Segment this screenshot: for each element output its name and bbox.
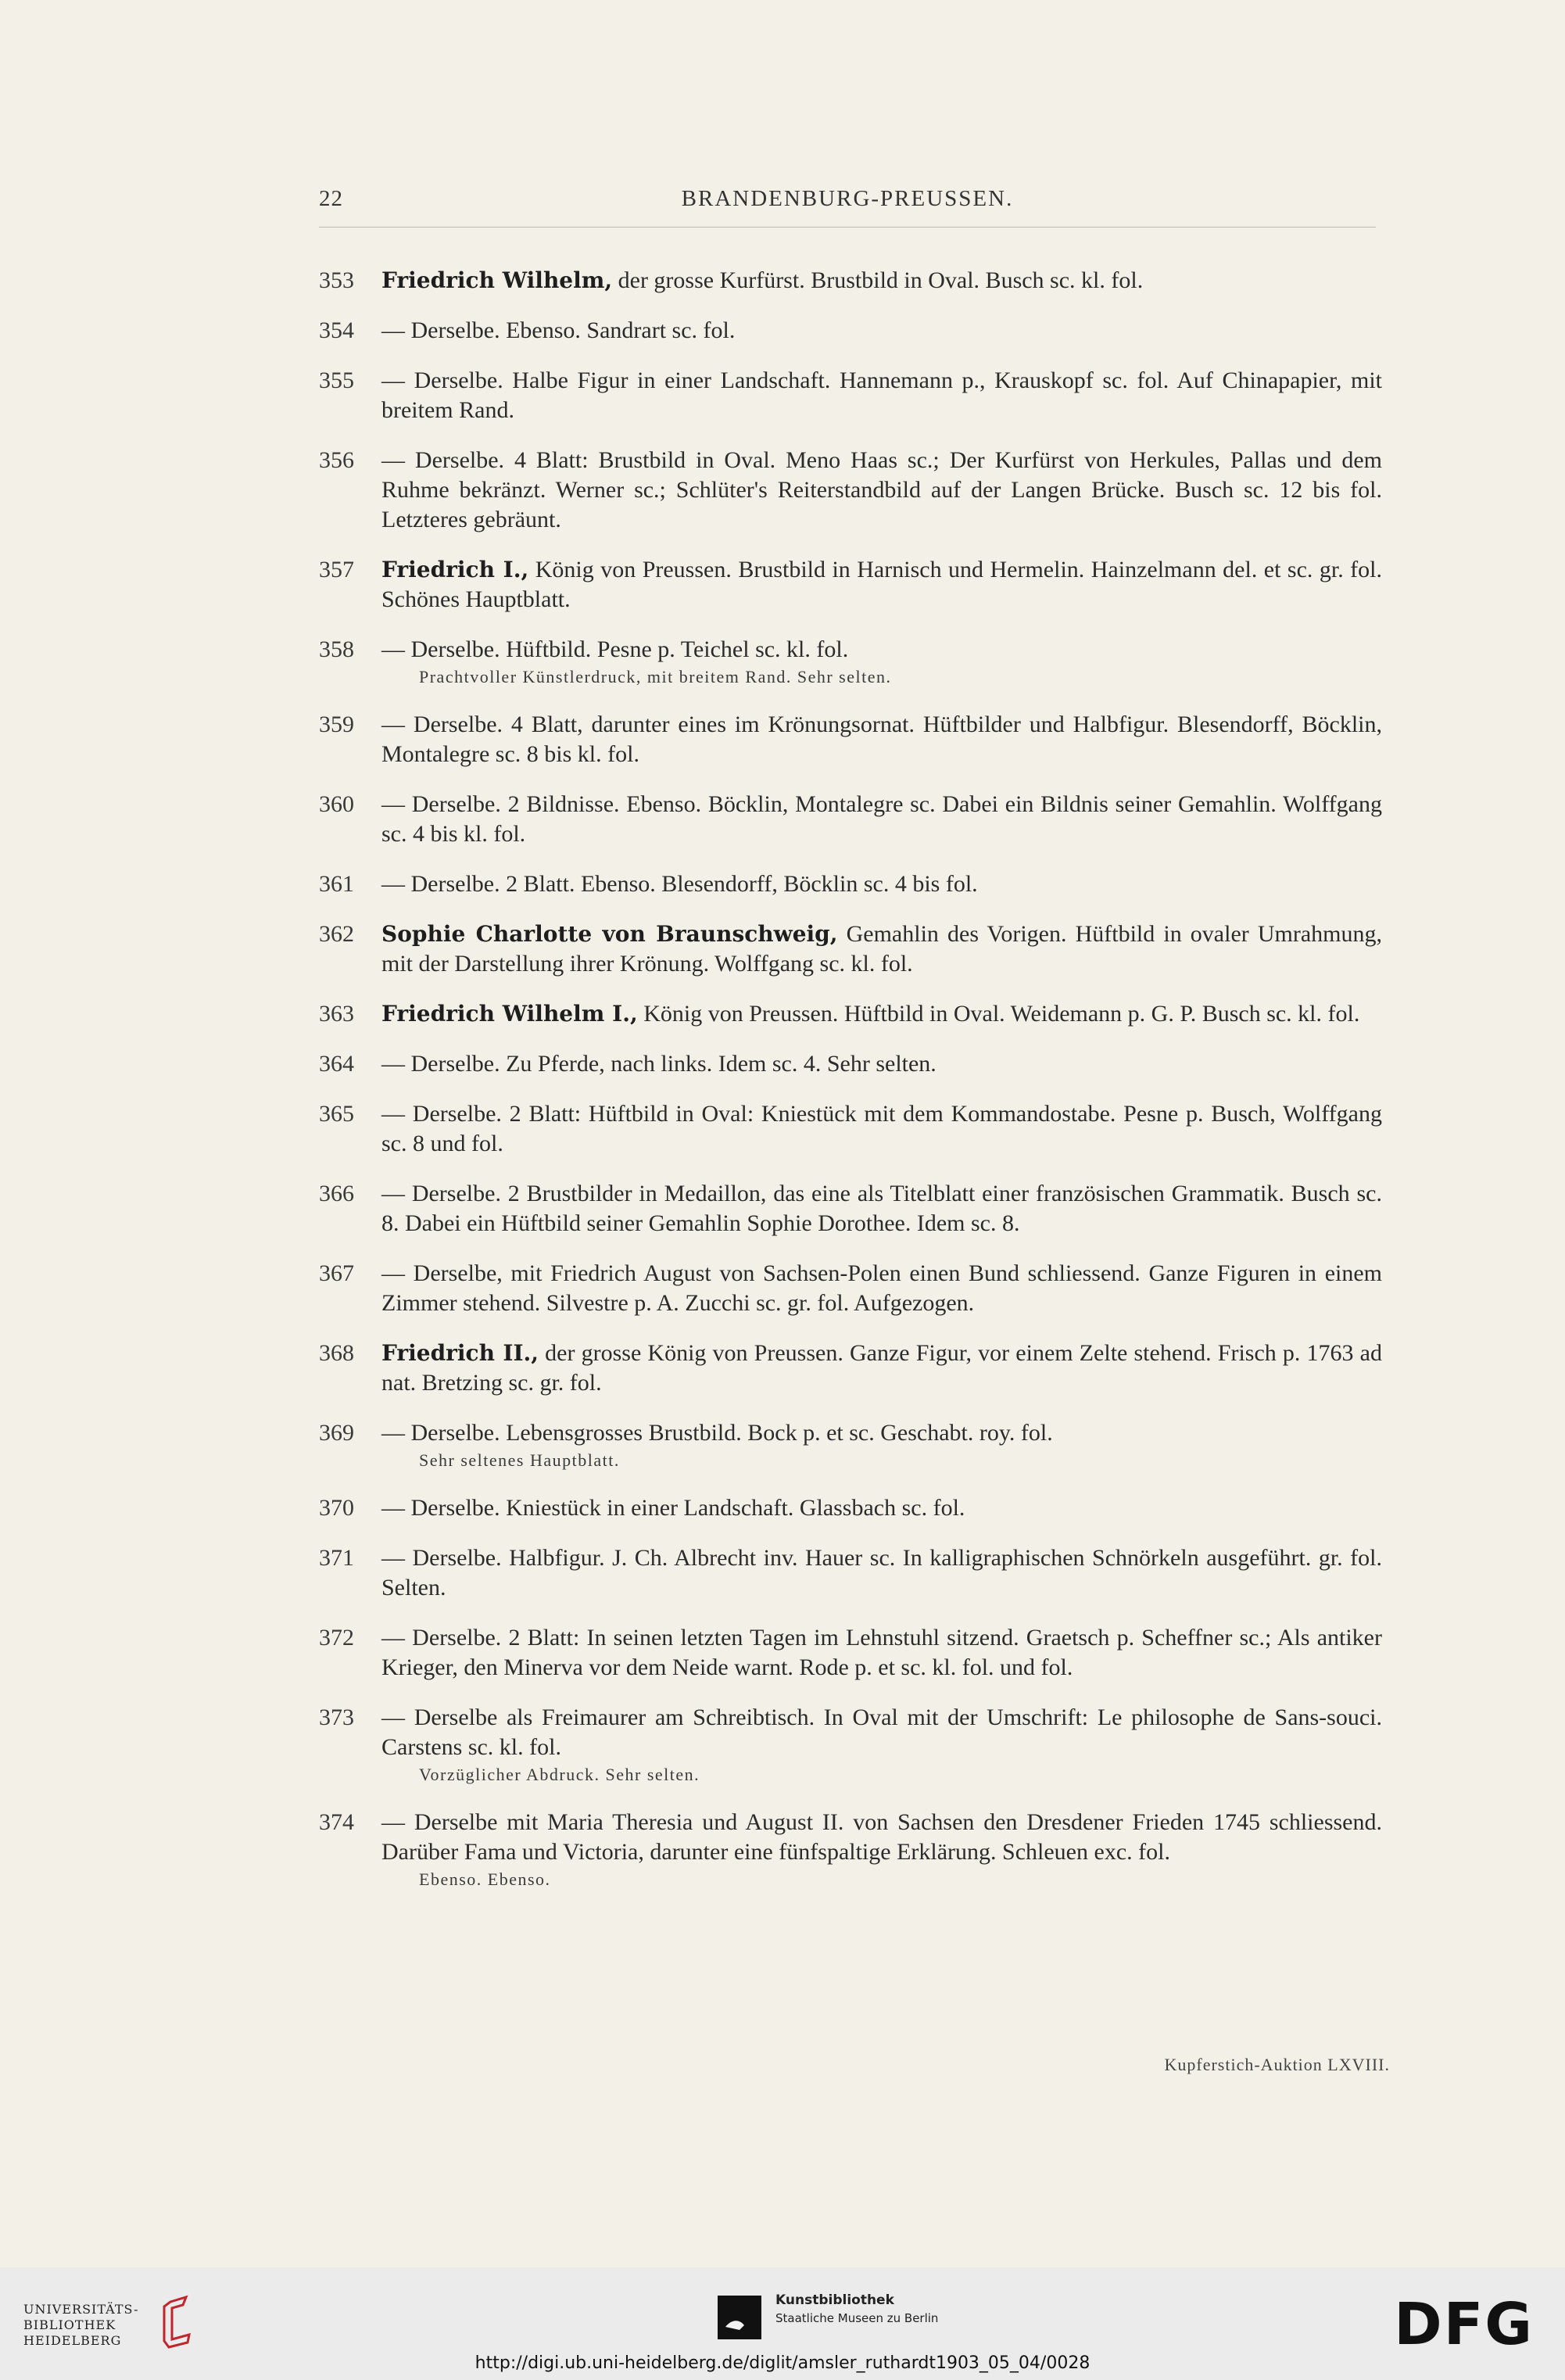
entry-description: — Derselbe. 2 Blatt: In seinen letzten Tagen im Lehnstuhl sitzend. Graetsch p. Scheffner sc.; Als antiker Krieger, den Minerva vor dem Neide warnt. Rode p. et sc. kl. fol. und fol. bbox=[381, 1625, 1382, 1680]
dfg-logo[interactable]: DFG bbox=[1394, 2291, 1534, 2358]
entry-number: 368 bbox=[319, 1340, 354, 1366]
entry-description: — Derselbe. 4 Blatt, darunter eines im Krönungsornat. Hüftbilder und Halbfigur. Blesendorff, Böcklin, Montalegre sc. 8 bis kl. fol. bbox=[381, 711, 1382, 767]
catalogue-entry bbox=[319, 1179, 1391, 1238]
uni-library-name: UNIVERSITÄTS- BIBLIOTHEK HEIDELBERG bbox=[23, 2302, 139, 2348]
catalogue-entry bbox=[319, 366, 1391, 425]
entry-number: 371 bbox=[319, 1545, 354, 1571]
entry-number: 354 bbox=[319, 317, 354, 343]
catalogue-entry bbox=[319, 790, 1391, 849]
entry-number: 373 bbox=[319, 1704, 354, 1730]
viewer-footer bbox=[0, 2267, 1565, 2380]
entry-note: Sehr seltenes Hauptblatt. bbox=[419, 1450, 620, 1470]
entry-description: König von Preussen. Hüftbild in Oval. Weidemann p. G. P. Busch sc. kl. fol. bbox=[637, 1001, 1360, 1027]
catalogue-entry bbox=[319, 635, 1391, 690]
entry-description: — Derselbe. 2 Blatt. Ebenso. Blesendorff, Böcklin sc. 4 bis fol. bbox=[381, 871, 978, 897]
kunstbibliothek-subtitle: Staatliche Museen zu Berlin bbox=[775, 2311, 939, 2325]
entry-number: 356 bbox=[319, 447, 354, 473]
page-header bbox=[319, 186, 1376, 222]
entry-number: 370 bbox=[319, 1495, 354, 1521]
entry-number: 359 bbox=[319, 711, 354, 737]
entry-text bbox=[381, 1339, 1382, 1398]
entry-text bbox=[381, 1099, 1382, 1159]
catalogue-entry bbox=[319, 1339, 1391, 1398]
entry-text bbox=[381, 266, 1382, 296]
entry-number: 363 bbox=[319, 1001, 354, 1027]
catalogue-entry bbox=[319, 1703, 1391, 1787]
entry-number: 365 bbox=[319, 1101, 354, 1127]
entry-note: Ebenso. Ebenso. bbox=[419, 1869, 551, 1889]
catalogue-entry bbox=[319, 919, 1391, 979]
entry-number: 360 bbox=[319, 791, 354, 817]
entry-number: 366 bbox=[319, 1181, 354, 1206]
entry-text bbox=[381, 555, 1382, 615]
entry-description: der grosse König von Preussen. Ganze Figur, vor einem Zelte stehend. Frisch p. 1763 ad nat. Bretzing sc. gr. fol. bbox=[381, 1340, 1382, 1396]
entry-description: — Derselbe mit Maria Theresia und August II. von Sachsen den Dresdener Frieden 1745 schliessend. Darüber Fama und Victoria, darunter eine fünfspaltige Erklärung. Schleuen exc. fol. bbox=[381, 1809, 1382, 1865]
catalogue-entry bbox=[319, 1623, 1391, 1683]
entry-description: — Derselbe. Lebensgrosses Brustbild. Bock p. et sc. Geschabt. roy. fol. bbox=[381, 1420, 1053, 1446]
entry-description: — Derselbe. 2 Brustbilder in Medaillon, das eine als Titelblatt einer französischen Grammatik. Busch sc. 8. Dabei ein Hüftbild seiner Gemahlin Sophie Dorothee. Idem sc. 8. bbox=[381, 1181, 1382, 1236]
entry-description: — Derselbe. 4 Blatt: Brustbild in Oval. Meno Haas sc.; Der Kurfürst von Herkules, Pallas und dem Ruhme bekränzt. Werner sc.; Schlüter's Reiterstandbild auf der Langen Brücke. Busch sc. 12 bis fol. Letzteres gebräunt. bbox=[381, 447, 1382, 532]
entry-description: — Derselbe, mit Friedrich August von Sachsen-Polen einen Bund schliessend. Ganze Figuren in einem Zimmer stehend. Silvestre p. A. Zucchi sc. gr. fol. Aufgezogen. bbox=[381, 1260, 1382, 1316]
sitter-name: Friedrich Wilhelm, bbox=[381, 267, 613, 293]
entry-text bbox=[381, 1808, 1382, 1867]
sitter-name: Friedrich Wilhelm I., bbox=[381, 1001, 638, 1027]
entry-text bbox=[381, 1259, 1382, 1318]
catalogue-entry bbox=[319, 266, 1391, 296]
catalogue-entry bbox=[319, 869, 1391, 899]
catalogue-entry bbox=[319, 1418, 1391, 1473]
entry-description: — Derselbe. Zu Pferde, nach links. Idem sc. 4. Sehr selten. bbox=[381, 1051, 936, 1077]
entry-text bbox=[381, 1179, 1382, 1238]
sitter-name: Friedrich I., bbox=[381, 557, 529, 582]
catalogue-entry bbox=[319, 1543, 1391, 1603]
catalogue-entry bbox=[319, 1493, 1391, 1523]
entry-number: 364 bbox=[319, 1051, 354, 1077]
entry-number: 372 bbox=[319, 1625, 354, 1651]
entry-text bbox=[381, 790, 1382, 849]
entry-text bbox=[381, 1623, 1382, 1683]
entry-description: — Derselbe. Hüftbild. Pesne p. Teichel sc. kl. fol. bbox=[381, 636, 849, 662]
entry-text bbox=[381, 446, 1382, 535]
museum-logo-icon bbox=[718, 2296, 761, 2339]
kunstbibliothek-logo[interactable] bbox=[718, 2286, 999, 2349]
catalogue-entry bbox=[319, 316, 1391, 346]
signature-line: Kupferstich-Auktion LXVIII. bbox=[1164, 2055, 1390, 2074]
entry-text bbox=[381, 1543, 1382, 1603]
entry-note: Vorzüglicher Abdruck. Sehr selten. bbox=[419, 1765, 700, 1784]
entry-description: der grosse Kurfürst. Brustbild in Oval. Busch sc. kl. fol. bbox=[612, 267, 1144, 293]
entry-number: 362 bbox=[319, 921, 354, 947]
entry-number: 367 bbox=[319, 1260, 354, 1286]
catalogue-entry bbox=[319, 1099, 1391, 1159]
entry-number: 355 bbox=[319, 367, 354, 393]
entry-number: 353 bbox=[319, 267, 354, 293]
entry-number: 369 bbox=[319, 1420, 354, 1446]
entry-text bbox=[381, 1493, 1382, 1523]
sitter-name: Friedrich II., bbox=[381, 1340, 539, 1366]
entry-text bbox=[381, 366, 1382, 425]
entry-description: — Derselbe. Ebenso. Sandrart sc. fol. bbox=[381, 317, 736, 343]
permalink-url[interactable]: http://digi.ub.uni-heidelberg.de/diglit/amsler_ruthardt1903_05_04/0028 bbox=[475, 2353, 1090, 2373]
sitter-name: Sophie Charlotte von Braunschweig, bbox=[381, 921, 838, 947]
catalogue-entry bbox=[319, 999, 1391, 1029]
entry-number: 358 bbox=[319, 636, 354, 662]
catalogue-entries bbox=[319, 266, 1391, 1912]
catalogue-entry bbox=[319, 1259, 1391, 1318]
header-rule bbox=[319, 227, 1376, 228]
catalogue-entry bbox=[319, 555, 1391, 615]
catalogue-entry bbox=[319, 710, 1391, 769]
entry-note: Prachtvoller Künstlerdruck, mit breitem Rand. Sehr selten. bbox=[419, 667, 892, 686]
heidelberg-logo-icon bbox=[141, 2294, 203, 2349]
entry-text bbox=[381, 1049, 1382, 1079]
entry-number: 361 bbox=[319, 871, 354, 897]
catalogue-entry bbox=[319, 1049, 1391, 1079]
entry-description: König von Preussen. Brustbild in Harnisch und Hermelin. Hainzelmann del. et sc. gr. fol. Schönes Hauptblatt. bbox=[381, 557, 1382, 612]
entry-description: — Derselbe. 2 Bildnisse. Ebenso. Böcklin, Montalegre sc. Dabei ein Bildnis seiner Gemahlin. Wolffgang sc. 4 bis kl. fol. bbox=[381, 791, 1382, 847]
entry-number: 357 bbox=[319, 557, 354, 582]
entry-text bbox=[381, 635, 1382, 665]
entry-description: — Derselbe. Kniestück in einer Landschaft. Glassbach sc. fol. bbox=[381, 1495, 965, 1521]
entry-description: Gemahlin des Vorigen. Hüftbild in ovaler Umrahmung, mit der Darstellung ihrer Krönung. Wolffgang sc. kl. fol. bbox=[381, 921, 1383, 977]
catalogue-entry bbox=[319, 446, 1391, 535]
heidelberg-library-logo[interactable] bbox=[23, 2294, 195, 2349]
entry-description: — Derselbe. 2 Blatt: Hüftbild in Oval: Kniestück mit dem Kommandostabe. Pesne p. Busch, Wolffgang sc. 8 und fol. bbox=[381, 1101, 1382, 1156]
entry-number: 374 bbox=[319, 1809, 354, 1835]
entry-text bbox=[381, 999, 1382, 1029]
entry-description: — Derselbe als Freimaurer am Schreibtisch. In Oval mit der Umschrift: Le philosophe de Sans-souci. Carstens sc. kl. fol. bbox=[381, 1704, 1382, 1760]
entry-description: — Derselbe. Halbe Figur in einer Landschaft. Hannemann p., Krauskopf sc. fol. Auf Chinapapier, mit breitem Rand. bbox=[381, 367, 1382, 423]
entry-text bbox=[381, 919, 1382, 979]
catalogue-entry bbox=[319, 1808, 1391, 1892]
entry-text bbox=[381, 869, 1382, 899]
entry-text bbox=[381, 1703, 1382, 1762]
entry-text bbox=[381, 316, 1382, 346]
running-title: BRANDENBURG-PREUSSEN. bbox=[681, 186, 1014, 211]
entry-text bbox=[381, 1418, 1382, 1448]
page-number: 22 bbox=[319, 186, 343, 211]
entry-text bbox=[381, 710, 1382, 769]
entry-description: — Derselbe. Halbfigur. J. Ch. Albrecht inv. Hauer sc. In kalligraphischen Schnörkeln ausgeführt. gr. fol. Selten. bbox=[381, 1545, 1382, 1600]
kunstbibliothek-title: Kunstbibliothek bbox=[775, 2292, 894, 2308]
